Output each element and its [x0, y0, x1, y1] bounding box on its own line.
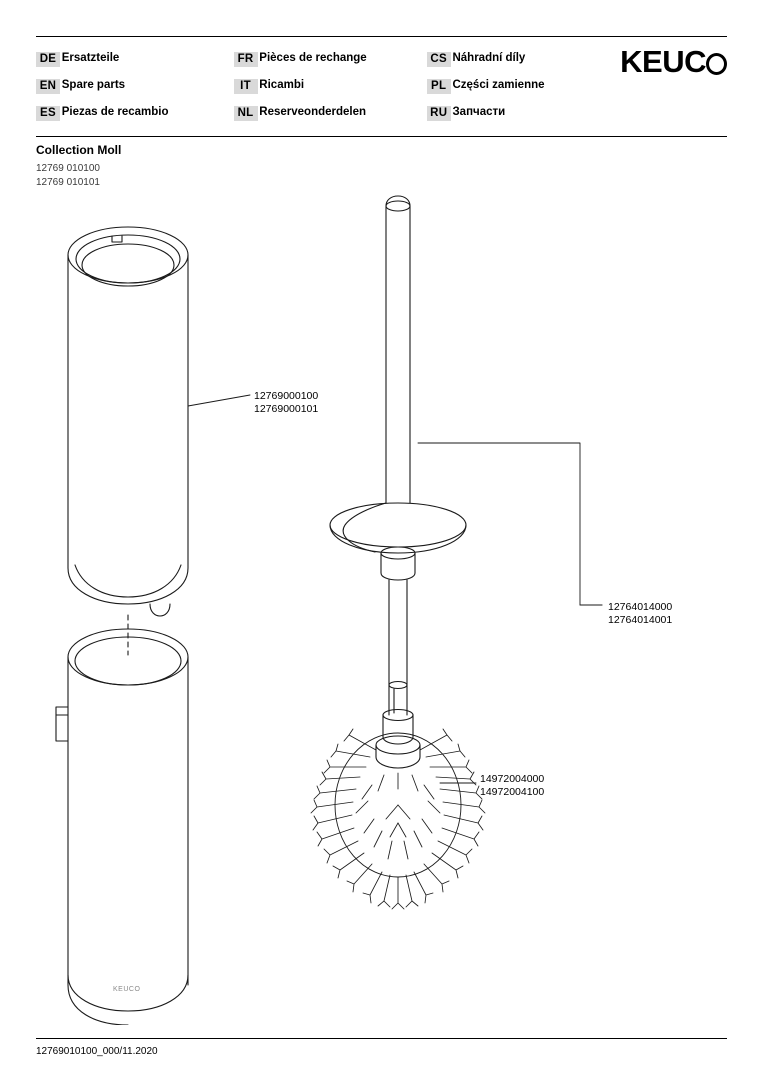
- language-code-es: ES: [36, 106, 60, 121]
- language-label-fr: Pièces de rechange: [259, 51, 367, 64]
- holder-brand-mark: KEUCO: [113, 986, 141, 993]
- language-label-nl: Reserveonderdelen: [259, 105, 367, 118]
- language-label-en: Spare parts: [61, 78, 126, 91]
- article-number-primary: 12769 010100: [36, 163, 100, 174]
- leader-lines: [188, 395, 602, 783]
- header-divider-bottom: [36, 136, 727, 137]
- language-code-cs: CS: [427, 52, 451, 67]
- language-code-cell: [234, 44, 260, 71]
- callout-handle-line1: 12764014000: [608, 601, 673, 613]
- language-code-cell: [36, 98, 62, 125]
- callout-brush-line2: 14972004100: [480, 786, 545, 798]
- callout-cup-line1: 12769000100: [254, 390, 319, 402]
- callout-handle: [608, 601, 672, 627]
- page-title: Collection Moll: [36, 143, 122, 157]
- language-code-ru: RU: [427, 106, 451, 121]
- brush-bristles: [311, 729, 485, 909]
- leader-handle: [418, 443, 602, 605]
- callout-brush-line1: 14972004000: [480, 773, 545, 785]
- callout-handle-line2: 12764014001: [608, 614, 673, 626]
- language-row: [36, 98, 596, 125]
- callout-brush: [480, 773, 544, 799]
- language-code-it: IT: [234, 79, 258, 94]
- language-code-en: EN: [36, 79, 60, 94]
- callout-cup-line2: 12769000101: [254, 403, 319, 415]
- cup-sleeve-upper: [68, 227, 188, 616]
- language-label-ru: Запчасти: [452, 105, 506, 118]
- cup-holder-lower: [56, 629, 188, 1025]
- language-label-cs: Náhradní díly: [452, 51, 526, 64]
- language-code-cell: [234, 98, 260, 125]
- language-code-cell: [427, 98, 453, 125]
- language-row: [36, 71, 596, 98]
- language-code-cell: [427, 44, 453, 71]
- language-code-cell: [36, 71, 62, 98]
- logo-text-part1: KEU: [620, 44, 685, 79]
- language-label-it: Ricambi: [259, 78, 305, 91]
- language-code-cell: [36, 44, 62, 71]
- language-code-pl: PL: [427, 79, 451, 94]
- callout-cup: [254, 390, 318, 416]
- brush-handle: [330, 196, 466, 689]
- language-table: [36, 44, 596, 125]
- language-code-nl: NL: [234, 106, 258, 121]
- article-number-secondary: 12769 010101: [36, 177, 100, 188]
- language-code-de: DE: [36, 52, 60, 67]
- language-label-pl: Części zamienne: [452, 78, 545, 91]
- header-divider-top: [36, 36, 727, 37]
- footer-divider: [36, 1038, 727, 1039]
- language-label-es: Piezas de recambio: [61, 105, 169, 118]
- document-id: 12769010100_000/11.2020: [36, 1046, 158, 1057]
- language-code-cell: [427, 71, 453, 98]
- keuco-logo: [620, 46, 727, 77]
- language-row: [36, 44, 596, 71]
- language-code-cell: [234, 71, 260, 98]
- leader-cup: [188, 395, 250, 406]
- language-code-fr: FR: [234, 52, 258, 67]
- logo-text-part2: C: [684, 44, 706, 79]
- language-label-de: Ersatzteile: [61, 51, 120, 64]
- logo-ring-icon: [706, 53, 727, 75]
